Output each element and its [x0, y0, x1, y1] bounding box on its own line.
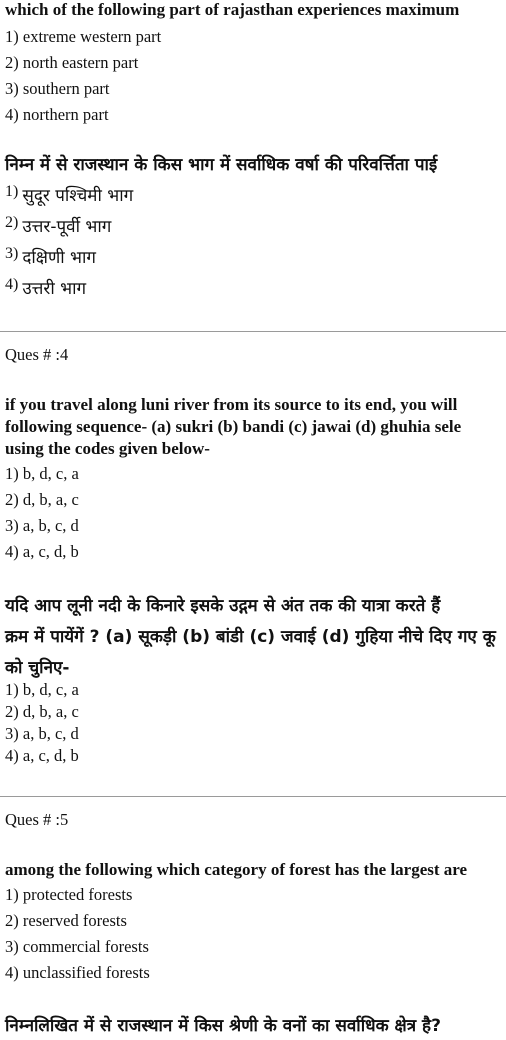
option-2-en: 2) d, b, a, c — [5, 490, 79, 509]
question-text-en: which of the following part of rajasthan experiences maximum — [5, 0, 460, 19]
option-2-hi: 2) d, b, a, c — [5, 702, 79, 721]
option-4-en: 4) unclassified forests — [5, 963, 150, 982]
option-3-hi: 3) दक्षिणी भाग — [5, 245, 96, 268]
question-text-en: if you travel along luni river from its source to its end, you will — [5, 395, 458, 414]
option-1-en: 1) b, d, c, a — [5, 464, 79, 483]
option-2-en: 2) north eastern part — [5, 53, 139, 72]
question-text-hi: निम्नलिखित में से राजस्थान में किस श्रेणी के वनों का सर्वाधिक क्षेत्र है? — [5, 1016, 441, 1036]
divider — [0, 796, 506, 797]
option-1-en: 1) protected forests — [5, 885, 133, 904]
option-3-en: 3) a, b, c, d — [5, 516, 79, 535]
option-3-en: 3) southern part — [5, 79, 110, 98]
option-4-hi: 4) a, c, d, b — [5, 746, 79, 765]
option-4-en: 4) northern part — [5, 105, 109, 124]
question-text-hi: को चुनिए- — [5, 658, 70, 678]
question-text-hi: यदि आप लूनी नदी के किनारे इसके उद्गम से अंत तक की यात्रा करते हैं — [5, 596, 441, 616]
question-label: Ques # :5 — [5, 810, 69, 829]
divider — [0, 331, 506, 332]
option-2-en: 2) reserved forests — [5, 911, 127, 930]
option-1-hi: 1) b, d, c, a — [5, 680, 79, 699]
option-2-hi: 2) उत्तर-पूर्वी भाग — [5, 214, 112, 237]
option-4-en: 4) a, c, d, b — [5, 542, 79, 561]
question-text-en: among the following which category of forest has the largest are — [5, 860, 468, 879]
question-text-hi: क्रम में पायेंगें ? (a) सूकड़ी (b) बांडी (c) जवाई (d) गुहिया नीचे दिए गए कू — [5, 627, 496, 647]
option-1-hi: 1) सुदूर पश्चिमी भाग — [5, 183, 134, 206]
option-3-hi: 3) a, b, c, d — [5, 724, 79, 743]
question-text-en: using the codes given below- — [5, 439, 210, 458]
question-label: Ques # :4 — [5, 345, 69, 364]
option-3-en: 3) commercial forests — [5, 937, 149, 956]
question-text-hi: निम्न में से राजस्थान के किस भाग में सर्वाधिक वर्षा की परिवर्त्तिता पाई — [5, 155, 438, 175]
option-1-en: 1) extreme western part — [5, 27, 162, 46]
option-4-hi: 4) उत्तरी भाग — [5, 276, 87, 299]
question-text-en: following sequence- (a) sukri (b) bandi (c) jawai (d) ghuhia sele — [5, 417, 462, 436]
